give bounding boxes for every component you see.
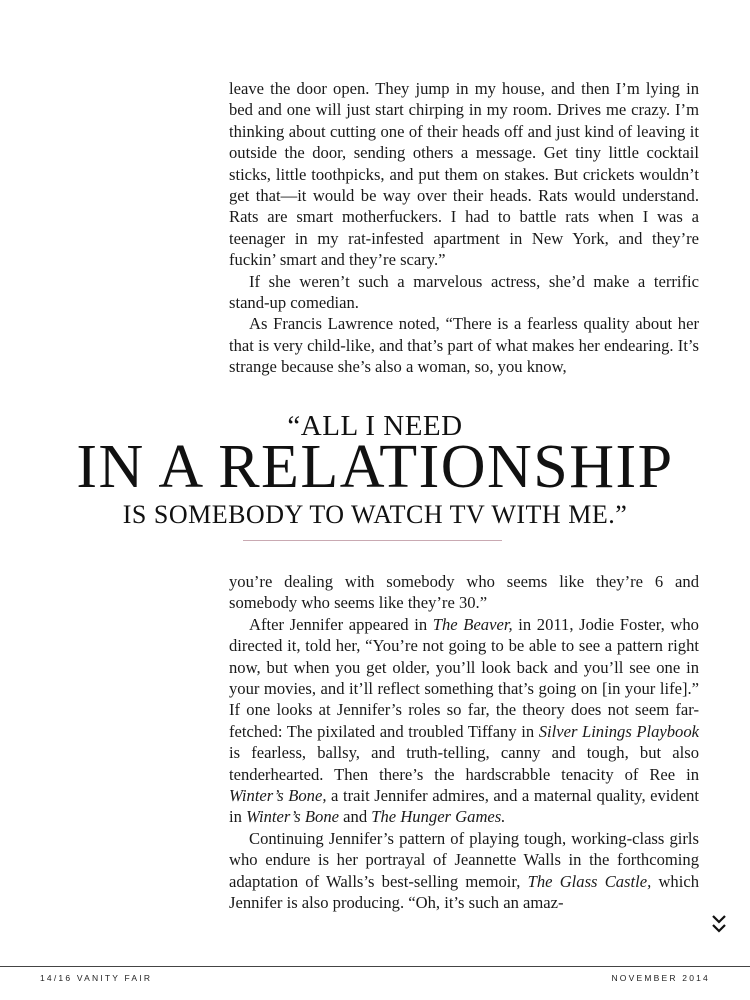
book-title: The Glass Castle,	[527, 871, 652, 891]
article-column-top	[229, 78, 699, 378]
paragraph: After Jennifer appeared in The Beaver, in 2011, Jodie Foster, who directed it, told her, “You’re not going to be able to see a pattern right now, but when you get older, you’ll look back and you’ll see one in your movies, and it’ll reflect something that’s going on [in your life].” If one looks at Jennifer’s roles so far, the theory does not seem far-fetched: The pixilated and troubled Tiffany in Silver Linings Playbook is fearless, ballsy, and truth-telling, canny and tough, but also tenderhearted. Then there’s the hardscrabble tenacity of Ree in Winter’s Bone, a trait Jennifer admires, and a maternal quality, evident in Winter’s Bone and The Hunger Games.	[229, 614, 700, 827]
pull-quote-line-3: IS SOMEBODY TO WATCH TV WITH ME.”	[122, 500, 628, 529]
folio-right: NOVEMBER 2014	[611, 973, 710, 983]
paragraph: Continuing Jennifer’s pattern of playing tough, working-class girls who endure is her portrayal of Jeannette Walls in the forthcoming adaptation of Walls’s best-selling memoir, The Glass Castle, which Jennifer is also producing. “Oh, it’s such an amaz-	[229, 828, 700, 913]
paragraph: If she weren’t such a marvelous actress, she’d make a terrific stand-up comedian.	[229, 271, 699, 313]
film-title: The Hunger Games.	[371, 807, 506, 827]
footer-divider	[0, 966, 750, 967]
article-column-bottom	[229, 571, 699, 914]
film-title: Winter’s Bone,	[229, 786, 327, 806]
double-chevron-down-icon[interactable]	[712, 912, 726, 936]
film-title: The Beaver,	[432, 614, 513, 634]
pull-quote-divider	[243, 540, 502, 541]
paragraph: leave the door open. They jump in my house, and then I’m lying in bed and one will just start chirping in my room. Drives me crazy. I’m thinking about cutting one of their heads off and just kind of leaving it outside the door, sending others a message. Get tiny little cocktail sticks, little toothpicks, and put them on stakes. But crickets wouldn’t get that—it would be way over their heads. Rats would understand. Rats are smart motherfuckers. I had to battle rats when I was a teenager in my rat-infested apartment in New York, and they’re fuckin’ smart and they’re scary.”	[229, 79, 699, 270]
paragraph: As Francis Lawrence noted, “There is a fearless quality about her that is very child-like, and that’s part of what makes her endearing. It’s strange because she’s also a woman, so, you know,	[229, 314, 699, 377]
film-title: Silver Linings Playbook	[538, 721, 700, 741]
paragraph: you’re dealing with somebody who seems like they’re 6 and somebody who seems like they’re 30.”	[229, 572, 699, 613]
pull-quote-line-2: IN A RELATIONSHIP	[76, 433, 674, 501]
pull-quote-line-1: “ALL I NEED	[287, 410, 463, 442]
folio-left: 14/16 VANITY FAIR	[40, 973, 153, 983]
film-title: Winter’s Bone	[246, 807, 340, 827]
